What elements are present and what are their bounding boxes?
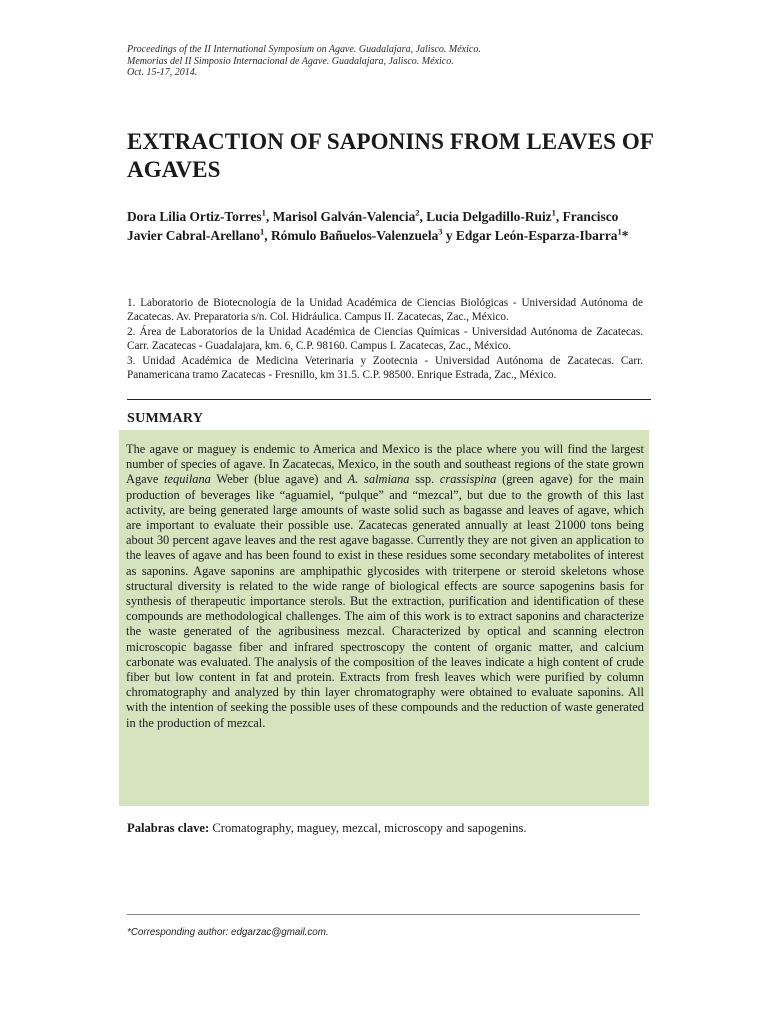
author-separator: , [264, 228, 271, 243]
author-affil-sup: 1 [260, 226, 265, 237]
summary-box [119, 430, 649, 806]
corresponding-author-footnote: *Corresponding author: edgarzac@gmail.com. [127, 927, 329, 938]
summary-part-4: (green agave) for the main production of beverages like “aguamiel, “pulque” and “mezcal”, but due to the growth of this last activity, are being generated large amounts of waste solid such as bagasse and leaves of agave, which are important to evaluate their possible use. Zacatecas generated annually at least 21000 tons being about 30 percent agave leaves and the rest agave bagasse. Currently they are not given an application to the leaves of agave and has been found to exist in these residues some secondary metabolites of interest as saponins. Agave saponins are amphipathic glycosides with triterpene or steroid skeletons whose structural diversity is related to the wide range of biological effects are source sapogenins basis for synthesis of therapeutic importance sterols. But the extraction, purification and identification of these compounds are methodological challenges. The aim of this work is to extract saponins and characterize the waste generated of the agribusiness mezcal. Characterized by optical and scanning electron microscopic bagasse fiber and infrared spectroscopy the content of organic matter, and calcium carbonate was evaluated. The analysis of the composition of the leaves indicate a high content of crude fiber but low content in fat and protein. Extracts from fresh leaves which were purified by column chromatography and analyzed by thin layer chromatography were obtained to evaluate saponins. All with the intention of seeking the possible uses of these compounds and the reduction of waste generated in the production of mezcal. [126, 472, 644, 730]
footnote-divider [127, 914, 640, 915]
header-line-1: Proceedings of the II International Symposium on Agave. Guadalajara, Jalisco. México. [127, 44, 481, 55]
author-name: Edgar León-Esparza-Ibarra [455, 228, 618, 243]
affiliations [127, 296, 643, 382]
author-name: Lucia Delgadillo-Ruiz [426, 209, 552, 224]
summary-italic-salmiana: A. salmiana [347, 472, 410, 487]
author-affil-sup: 1 [551, 207, 556, 218]
author-list [127, 207, 637, 245]
corresponding-asterisk: * [621, 228, 629, 243]
summary-italic-crassispina: crassispina [439, 472, 497, 487]
affiliation-1: 1. Laboratorio de Biotecnología de la Unidad Académica de Ciencias Biológicas - Universidad Autónoma de Zacatecas. Av. Preparatoria s/n. Col. Hidráulica. Campus II. Zacatecas, Zac., México. [127, 297, 643, 324]
author-affil-sup: 2 [415, 207, 420, 218]
summary-italic-tequilana: tequilana [164, 472, 211, 487]
summary-part-1: The agave or maguey is endemic to America and Mexico is the place where you will find the largest number of species of agave. In Zacatecas, Mexico, in the south and southeast regions of the state grown Agave [126, 442, 644, 487]
proceedings-header [127, 44, 667, 79]
author-separator: , [419, 209, 427, 224]
author-affil-sup: 1 [617, 226, 622, 237]
author-name: Rómulo Bañuelos-Valenzuela [270, 228, 439, 243]
author-separator: y [442, 228, 456, 243]
header-line-2: Memorias del II Simposio Internacional de Agave. Guadalajara, Jalisco. México. [127, 55, 454, 67]
summary-part-3: ssp. [409, 472, 440, 487]
author-affil-sup: 1 [261, 207, 266, 218]
author-separator: , [265, 209, 273, 224]
author-name: Marisol Galván-Valencia [272, 209, 416, 224]
summary-part-2: Weber (blue agave) and [210, 472, 348, 487]
paper-title [127, 128, 667, 184]
affiliation-3: 3. Unidad Académica de Medicina Veterinaria y Zootecnia - Universidad Autónoma de Zacatecas. Carr. Panamericana tramo Zacatecas - Fresnillo, km 31.5. C.P. 98500. Enrique Estrada, Zac., México. [127, 354, 643, 382]
author-separator: , [555, 209, 563, 224]
title-line-1: EXTRACTION OF SAPONINS FROM LEAVES OF [127, 129, 655, 154]
header-line-3: Oct. 15-17, 2014. [127, 67, 198, 78]
keywords [127, 821, 647, 836]
summary-text [126, 442, 644, 731]
summary-heading: SUMMARY [127, 411, 204, 426]
affiliation-2: 2. Área de Laboratorios de la Unidad Académica de Ciencias Químicas - Universidad Autónoma de Zacatecas. Carr. Zacatecas - Guadalajara, km. 6, C.P. 98160. Campus I. Zacatecas, Zac., México. [127, 325, 643, 353]
author-name: Francisco Javier Cabral-Arellano [127, 209, 619, 243]
keywords-text: Cromatography, maguey, mezcal, microscopy and sapogenins. [209, 821, 527, 835]
title-line-2: AGAVES [127, 157, 221, 182]
keywords-label: Palabras clave: [127, 821, 210, 835]
author-name: Dora Lilia Ortiz-Torres [127, 209, 262, 224]
author-affil-sup: 3 [438, 226, 443, 237]
section-divider [127, 399, 651, 400]
